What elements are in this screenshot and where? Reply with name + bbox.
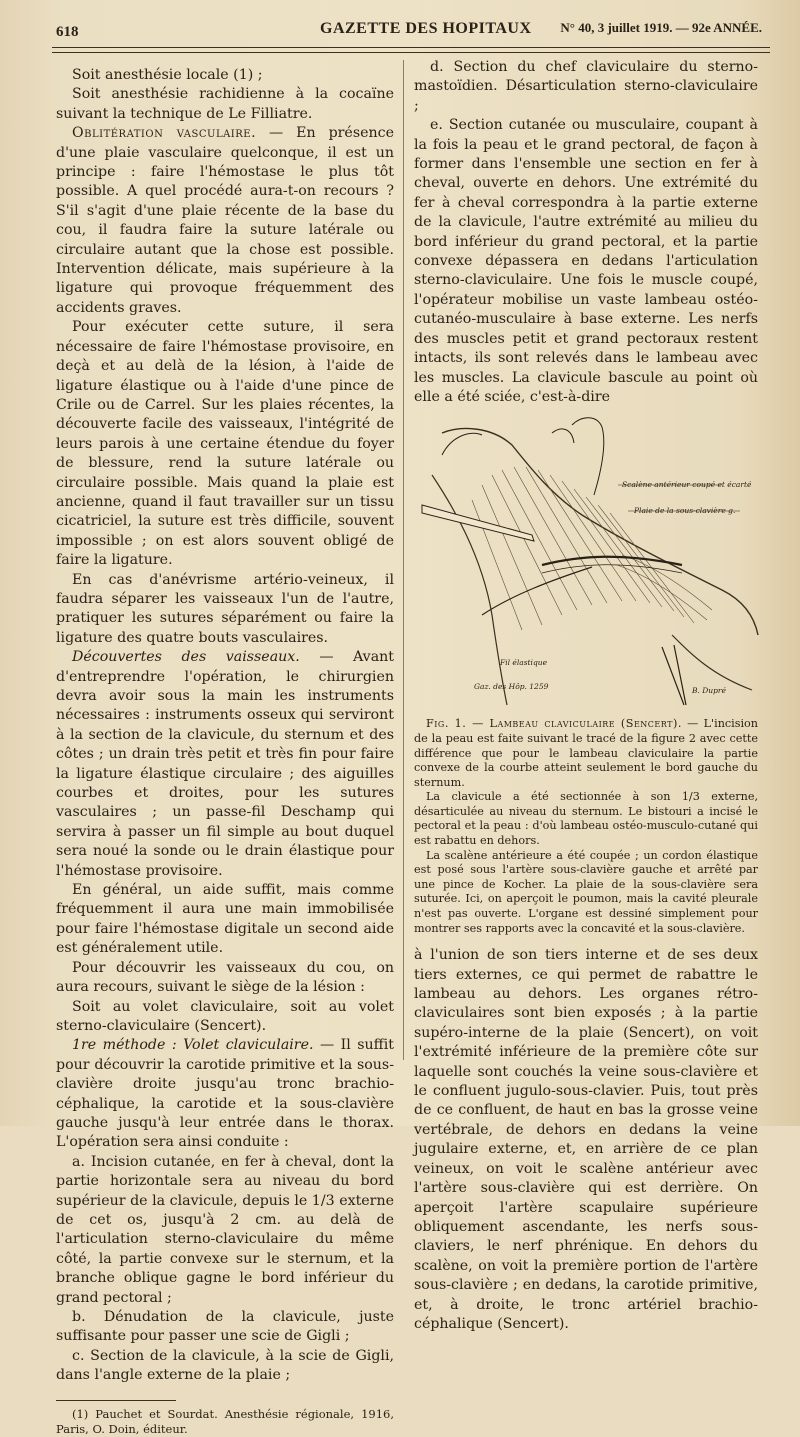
paragraph: b. Dénudation de la clavicule, juste suffisante pour passer une scie de Gigli ; xyxy=(56,1309,394,1345)
figure-label-plaie: Plaie de la sous-clavière g. xyxy=(634,506,736,516)
header-rule xyxy=(52,47,770,48)
journal-title: GAZETTE DES HOPITAUX xyxy=(320,20,532,37)
paragraph: Soit au volet claviculaire, soit au volet sterno-claviculaire (Sencert). xyxy=(56,998,394,1034)
paragraph xyxy=(56,124,394,318)
paragraph-text: — Avant d'entreprendre l'opération, le chirurgien devra avoir sous la main les instruments nécessaires : instruments osseux qui serviront à la section de la clavicule, du sternum et des côtes ; un drain très petit et très fin pour faire la ligature élastique circulaire ; des aiguilles courbes et droites, pour les sutures vasculaires ; un passe-fil Deschamp qui servira à passer un fil simple au bout duquel sera noué la sonde ou le drain élastique pour l'hémostase provisoire. xyxy=(56,649,394,879)
section-heading: Découvertes des vaisseaux. xyxy=(72,649,300,666)
footnote-rule xyxy=(56,1400,176,1401)
paragraph: d. Section du chef claviculaire du sterno-mastoïdien. Désarticulation sterno-claviculaire ; xyxy=(414,59,758,114)
issue-date: N° 40, 3 juillet 1919. — 92e ANNÉE. xyxy=(560,20,762,35)
figure-caption xyxy=(414,717,758,936)
paragraph-text: — En présence d'une plaie vasculaire quelconque, il est un principe : faire l'hémostase le plus tôt possible. A quel procédé aura-t-on recours ? S'il s'agit d'une plaie récente de la base du cou, il faudra faire la suture latérale ou circulaire autant que la chose est possible. Intervention délicate, mais supérieure à la ligature qui provoque fréquemment des accidents graves. xyxy=(56,125,394,316)
paragraph: Soit anesthésie locale (1) ; xyxy=(72,67,263,83)
caption-heading: Fig. 1. — Lambeau claviculaire (Sencert). xyxy=(426,717,682,731)
method-heading: 1re méthode : Volet claviculaire. xyxy=(72,1037,314,1054)
footnote: (1) Pauchet et Sourdat. Anesthésie régionale, 1916, Paris, O. Doin, éditeur. xyxy=(56,1406,394,1436)
figure-label-scalene: Scalène antérieur coupé et écarté xyxy=(622,480,752,490)
paragraph: En général, un aide suffit, mais comme fréquemment il aura une main immobilisée pour faire l'hémostase digitale un second aide est généralement utile. xyxy=(56,882,394,957)
right-column xyxy=(414,58,758,1334)
anatomical-figure xyxy=(422,415,762,711)
paragraph-text: — Il suffit pour découvrir la carotide primitive et la sous-clavière droite jusqu'au tronc brachio-céphalique, la carotide et la sous-clavière gauche jusqu'à leur entrée dans le thorax. L'opération sera ainsi conduite : xyxy=(56,1037,394,1151)
paragraph: En cas d'anévrisme artério-veineux, il faudra séparer les vaisseaux l'un de l'autre, pratiquer les sutures séparément ou faire la ligature des quatre bouts vasculaires. xyxy=(56,571,394,646)
page-number: 618 xyxy=(56,24,79,40)
paragraph xyxy=(56,648,394,881)
paragraph: à l'union de son tiers interne et de ses deux tiers externes, ce qui permet de rabattre le lambeau au dehors. Les organes rétro-claviculaires sont bien exposés ; à la partie supéro-interne de la plaie (Sencert), on voit l'extrémité inférieure de la première côte sur laquelle sont couchés la veine sous-clavière et le confluent jugulo-sous-clavier. Puis, tout près de ce confluent, de haut en bas la grosse veine vertébrale, de dehors en dedans la veine jugulaire externe, et, en arrière de ce plan veineux, on voit le scalène antérieur avec l'artère sous-clavière qui est derrière. On aperçoit l'artère scapulaire supérieure obliquement ascendante, les nerfs sous-claviers, le nerf phrénique. En dehors du scalène, on voit la première portion de l'artère sous-clavière ; en dedans, la carotide primitive, et, à droite, le tronc artériel brachio-céphalique (Sencert). xyxy=(414,947,758,1332)
paragraph: Pour exécuter cette suture, il sera nécessaire de faire l'hémostase provisoire, en deçà et au delà de la lésion, à l'aide de ligature élastique ou à l'aide d'une pince de Crile ou de Carrel. Sur les plaies récentes, la découverte facile des vaisseaux, l'intégrité de leurs parois à une certaine étendue du foyer de blessure, rend la suture latérale ou circulaire possible. Mais quand la plaie est ancienne, quand il faut travailler sur un tissu cicatriciel, la suture est très difficile, souvent impossible ; on est alors souvent obligé de faire la ligature. xyxy=(56,319,394,569)
paragraph: c. Section de la clavicule, à la scie de Gigli, dans l'angle externe de la plaie ; xyxy=(56,1347,394,1384)
figure-signature: B. Dupré xyxy=(692,686,726,696)
paragraph: Soit anesthésie rachidienne à la cocaïne suivant la technique de Le Filliatre. xyxy=(56,86,394,122)
paragraph xyxy=(56,1036,394,1152)
caption-paragraph: La scalène antérieure a été coupée ; un cordon élastique est posé sous l'artère sous-clavière gauche et arrêté par une pince de Kocher. La plaie de la sous-clavière sera suturée. Ici, on aperçoit le poumon, mais la cavité pleurale n'est pas ouverte. L'organe est dessiné simplement pour montrer ses rapports avec la concavité et la sous-clavière. xyxy=(414,848,758,935)
page-header xyxy=(52,18,766,44)
figure-label-fil: Fil élastique xyxy=(500,658,548,668)
column-separator xyxy=(403,60,404,1060)
section-heading: Oblitération vasculaire. xyxy=(72,125,257,142)
paragraph: e. Section cutanée ou musculaire, coupant à la fois la peau et le grand pectoral, de façon à former dans l'ensemble une section en fer à cheval, ouverte en dehors. Une extrémité du fer à cheval correspondra à la partie externe de la clavicule, l'autre extrémité au milieu du bord inférieur du grand pectoral, et la partie convexe dépassera en dedans l'articulation sterno-claviculaire. Une fois le muscle coupé, l'opérateur mobilise un vaste lambeau ostéo-cutanéo-musculaire à base externe. Les nerfs des muscles petit et grand pectoraux restent intacts, ils sont relevés dans le lambeau avec les muscles. La clavicule bascule au point où elle a été sciée, c'est-à-dire xyxy=(414,117,758,405)
caption-paragraph: La clavicule a été sectionnée à son 1/3 externe, désarticulée au niveau du sternum. Le bistouri a incisé le pectoral et la peau : d'où lambeau ostéo-musculo-cutané qui est rabattu en dehors. xyxy=(414,790,758,848)
paragraph: Pour découvrir les vaisseaux du cou, on aura recours, suivant le siège de la lésion : xyxy=(56,959,394,996)
header-rule-2 xyxy=(52,52,770,53)
paragraph: a. Incision cutanée, en fer à cheval, dont la partie horizontale sera au niveau du bord supérieur de la clavicule, depuis le 1/3 externe de cet os, jusqu'à 2 cm. au delà de l'articulation sterno-claviculaire du même côté, la partie convexe sur le sternum, et la branche oblique gagne le bord inférieur du grand pectoral ; xyxy=(56,1153,394,1306)
figure-label-gaz: Gaz. des Hôp. 1259 xyxy=(474,682,549,692)
caption-paragraph xyxy=(414,717,758,790)
caption-text: — L'incision de la peau est faite suivant le tracé de la figure 2 avec cette différence que pour le lambeau claviculaire la partie convexe de la courbe atteint seulement le bord gauche du sternum. xyxy=(414,717,758,789)
figure-drawing xyxy=(422,415,762,711)
left-column xyxy=(56,66,394,1437)
